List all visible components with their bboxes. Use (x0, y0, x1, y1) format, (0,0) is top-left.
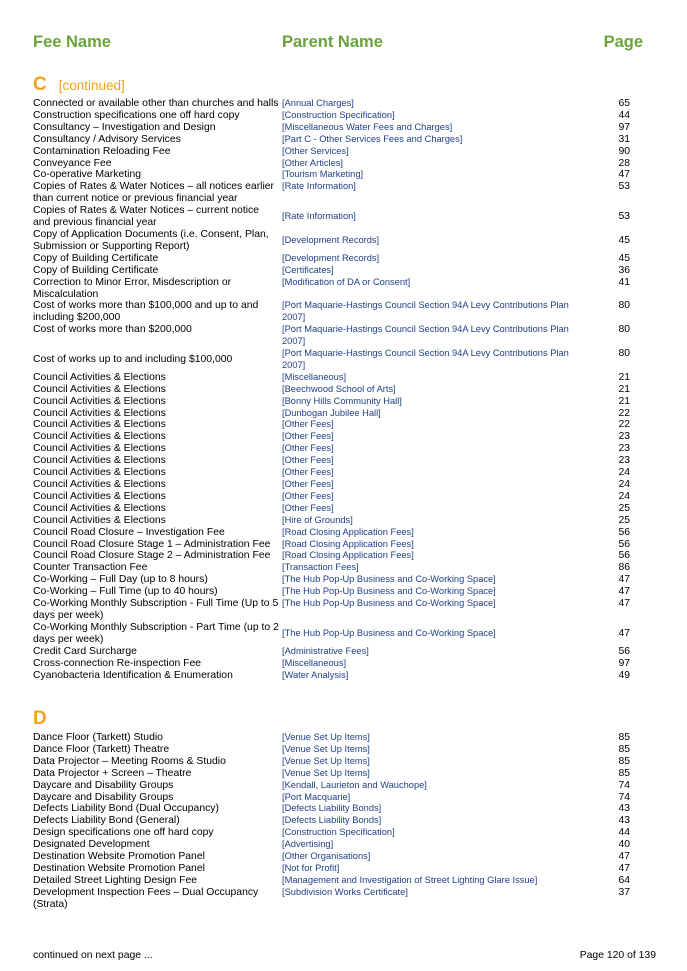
page-ref: 47 (618, 169, 630, 181)
fee-name: Council Activities & Elections (33, 455, 166, 467)
table-row (33, 732, 630, 744)
table-row (33, 455, 630, 467)
parent-name: [Miscellaneous] (282, 657, 347, 668)
fee-name: Council Activities & Elections (33, 443, 166, 455)
parent-name: [Construction Specification] (282, 827, 395, 838)
table-row (33, 792, 630, 804)
parent-name: [Bonny Hills Community Hall] (282, 395, 402, 406)
page-ref: 23 (618, 431, 630, 443)
header-page: Page (603, 33, 643, 51)
parent-name: [Port Maquarie-Hastings Council Section 94A Levy Contributions Plan 2007] (282, 324, 569, 347)
page-ref: 49 (618, 669, 630, 681)
continued-note: continued on next page ... (33, 950, 153, 961)
fee-name: Council Activities & Elections (33, 395, 166, 407)
parent-name: [The Hub Pop-Up Business and Co-Working Space] (282, 574, 496, 585)
table-row (33, 768, 630, 780)
section-heading-c (33, 74, 125, 96)
fee-name: Connected or available other than churches and halls (33, 98, 279, 109)
page-ref: 41 (618, 276, 630, 288)
table-row (33, 803, 630, 815)
table-row (33, 169, 630, 181)
fee-name: Cost of works up to and including $100,000 (33, 354, 233, 366)
table-row (33, 146, 630, 158)
parent-name: [Other Fees] (282, 455, 334, 466)
table-row (33, 110, 630, 122)
fee-name: Copy of Building Certificate (33, 252, 159, 264)
parent-name: [Water Analysis] (282, 669, 349, 680)
page-ref: 31 (618, 133, 630, 145)
table-row (33, 598, 630, 622)
section-continued-note: [continued] (58, 78, 125, 93)
page-ref: 80 (618, 324, 630, 336)
page-ref: 21 (618, 383, 630, 395)
fee-list-d (33, 732, 630, 911)
page-ref: 74 (618, 779, 630, 791)
page-ref: 97 (618, 657, 630, 669)
table-row (33, 372, 630, 384)
page-ref: 21 (618, 371, 630, 383)
parent-name: [Defects Liability Bonds] (282, 815, 382, 826)
parent-name: [Road Closing Application Fees] (282, 550, 414, 561)
table-row (33, 122, 630, 134)
page-ref: 56 (618, 526, 630, 538)
page-ref: 53 (618, 181, 630, 193)
fee-name: Co-Working Monthly Subscription - Full Time (Up to 5 days per week) (33, 598, 279, 621)
table-row (33, 756, 630, 768)
page-ref: 24 (618, 490, 630, 502)
table-row (33, 586, 630, 598)
parent-name: [Kendall, Laurieton and Wauchope] (282, 779, 427, 790)
parent-name: [Other Fees] (282, 490, 334, 501)
table-row (33, 815, 630, 827)
parent-name: [Hire of Grounds] (282, 514, 353, 525)
parent-name: [Road Closing Application Fees] (282, 526, 414, 537)
page-ref: 85 (618, 767, 630, 779)
table-row (33, 827, 630, 839)
page-ref: 25 (618, 514, 630, 526)
page-ref: 40 (618, 839, 630, 851)
table-row (33, 574, 630, 586)
parent-name: [Port Macquarie] (282, 791, 351, 802)
table-row (33, 253, 630, 265)
parent-name: [Other Organisations] (282, 851, 371, 862)
page-ref: 80 (618, 300, 630, 312)
page-ref: 90 (618, 145, 630, 157)
table-row (33, 491, 630, 503)
page-ref: 56 (618, 538, 630, 550)
page-ref: 47 (618, 586, 630, 598)
table-row (33, 396, 630, 408)
fee-name: Council Activities & Elections (33, 479, 166, 490)
table-row (33, 229, 630, 253)
page-number: Page 120 of 139 (579, 950, 656, 961)
fee-name: Data Projector + Screen – Theatre (33, 767, 192, 779)
page-ref: 47 (618, 598, 630, 610)
parent-name: [Advertising] (282, 839, 334, 850)
parent-name: [The Hub Pop-Up Business and Co-Working Space] (282, 598, 496, 609)
fee-name: Cross-connection Re-inspection Fee (33, 657, 202, 669)
page-ref: 80 (618, 348, 630, 360)
fee-name: Copy of Application Documents (i.e. Consent, Plan, Submission or Supporting Report) (33, 228, 269, 252)
fee-name: Copies of Rates & Water Notices – current notice and previous financial year (33, 205, 259, 229)
page-ref: 85 (618, 732, 630, 743)
page-ref: 28 (618, 157, 630, 169)
fee-name: Consultancy – Investigation and Design (33, 121, 216, 133)
fee-name: Conveyance Fee (33, 157, 112, 169)
parent-name: [Other Fees] (282, 419, 334, 430)
page-ref: 85 (618, 755, 630, 767)
fee-name: Council Activities & Elections (33, 502, 166, 514)
parent-name: [Transaction Fees] (282, 562, 359, 573)
parent-name: [The Hub Pop-Up Business and Co-Working Space] (282, 627, 496, 638)
fee-name: Consultancy / Advisory Services (33, 133, 181, 145)
table-row (33, 539, 630, 551)
column-header (33, 33, 643, 55)
page-ref: 47 (618, 627, 630, 639)
parent-name: [Not for Profit] (282, 862, 340, 873)
table-row (33, 181, 630, 205)
page-ref: 43 (618, 803, 630, 815)
parent-name: [Part C - Other Services Fees and Charges] (282, 133, 463, 144)
parent-name: [Venue Set Up Items] (282, 767, 370, 778)
table-row (33, 780, 630, 792)
table-row (33, 419, 630, 431)
parent-name: [Management and Investigation of Street Lighting Glare Issue] (282, 874, 538, 885)
page-ref: 24 (618, 467, 630, 479)
table-row (33, 550, 630, 562)
fee-name: Destination Website Promotion Panel (33, 862, 205, 874)
fee-name: Defects Liability Bond (Dual Occupancy) (33, 803, 219, 815)
page-ref: 44 (618, 827, 630, 839)
table-row (33, 503, 630, 515)
fee-name: Cost of works more than $100,000 and up to and including $200,000 (33, 300, 259, 324)
page-ref: 22 (618, 407, 630, 419)
fee-name: Council Activities & Elections (33, 419, 166, 431)
fee-name: Co-Working Monthly Subscription - Part Time (up to 2 days per week) (33, 621, 279, 645)
parent-name: [Road Closing Application Fees] (282, 538, 414, 549)
table-row (33, 863, 630, 875)
parent-name: [Miscellaneous] (282, 371, 347, 382)
table-row (33, 265, 630, 277)
page-ref: 85 (618, 743, 630, 755)
table-row (33, 158, 630, 170)
page-ref: 64 (618, 874, 630, 886)
parent-name: [Construction Specification] (282, 109, 395, 120)
section-letter: D (33, 708, 47, 729)
table-row (33, 646, 630, 658)
parent-name: [Development Records] (282, 252, 380, 263)
parent-name: [Certificates] (282, 264, 334, 275)
fee-name: Council Road Closure Stage 2 – Administration Fee (33, 550, 271, 562)
parent-name: [Beechwood School of Arts] (282, 383, 396, 394)
table-row (33, 384, 630, 396)
table-row (33, 851, 630, 863)
parent-name: [Other Fees] (282, 502, 334, 513)
page-ref: 56 (618, 645, 630, 657)
parent-name: [Other Fees] (282, 467, 334, 478)
table-row (33, 348, 630, 372)
fee-name: Daycare and Disability Groups (33, 779, 174, 791)
parent-name: [Port Maquarie-Hastings Council Section 94A Levy Contributions Plan 2007] (282, 300, 569, 323)
fee-name: Council Activities & Elections (33, 407, 166, 419)
fee-name: Council Activities & Elections (33, 467, 166, 479)
table-row (33, 839, 630, 851)
parent-name: [Subdivision Works Certificate] (282, 886, 408, 897)
page-ref: 22 (618, 419, 630, 431)
parent-name: [Development Records] (282, 234, 380, 245)
page-ref: 43 (618, 815, 630, 827)
page-ref: 47 (618, 862, 630, 874)
table-row (33, 431, 630, 443)
parent-name: [Other Articles] (282, 157, 343, 168)
fee-name: Credit Card Surcharge (33, 645, 137, 657)
section-heading-d (33, 708, 47, 730)
parent-name: [Miscellaneous Water Fees and Charges] (282, 121, 453, 132)
parent-name: [Modification of DA or Consent] (282, 276, 411, 287)
table-row (33, 658, 630, 670)
fee-name: Co-Working – Full Day (up to 8 hours) (33, 574, 208, 586)
parent-name: [Venue Set Up Items] (282, 732, 370, 742)
parent-name: [Port Maquarie-Hastings Council Section 94A Levy Contributions Plan 2007] (282, 348, 569, 370)
table-row (33, 622, 630, 646)
fee-name: Council Road Closure – Investigation Fee (33, 526, 225, 538)
parent-name: [Rate Information] (282, 181, 356, 192)
parent-name: [Annual Charges] (282, 98, 354, 108)
page-ref: 36 (618, 264, 630, 276)
parent-name: [The Hub Pop-Up Business and Co-Working Space] (282, 586, 496, 597)
table-row (33, 527, 630, 539)
header-parent-name: Parent Name (282, 33, 383, 51)
fee-list-c (33, 98, 630, 681)
fee-name: Construction specifications one off hard copy (33, 109, 240, 121)
fee-name: Designated Development (33, 839, 150, 851)
page-ref: 37 (618, 886, 630, 898)
fee-name: Development Inspection Fees – Dual Occupancy (Strata) (33, 886, 259, 910)
page-ref: 47 (618, 574, 630, 586)
fee-name: Design specifications one off hard copy (33, 827, 214, 839)
page-ref: 25 (618, 502, 630, 514)
parent-name: [Other Fees] (282, 479, 334, 489)
fee-name: Council Activities & Elections (33, 383, 166, 395)
table-row (33, 324, 630, 348)
fee-name: Defects Liability Bond (General) (33, 815, 180, 827)
parent-name: [Other Fees] (282, 431, 334, 442)
fee-name: Destination Website Promotion Panel (33, 851, 205, 863)
page-ref: 21 (618, 395, 630, 407)
table-row (33, 467, 630, 479)
page-ref: 24 (618, 479, 630, 490)
fee-name: Council Activities & Elections (33, 490, 166, 502)
table-row (33, 443, 630, 455)
section-letter: C (33, 74, 47, 95)
fee-name: Counter Transaction Fee (33, 562, 148, 574)
fee-name: Correction to Minor Error, Misdescription or Miscalculation (33, 276, 232, 300)
table-row (33, 875, 630, 887)
fee-name: Co-Working – Full Time (up to 40 hours) (33, 586, 218, 598)
page-ref: 45 (618, 234, 630, 246)
page-ref: 53 (618, 211, 630, 223)
page-ref: 23 (618, 455, 630, 467)
page-ref: 47 (618, 851, 630, 863)
table-row (33, 887, 630, 911)
fee-name: Dance Floor (Tarkett) Studio (33, 732, 163, 743)
page-ref: 74 (618, 791, 630, 803)
fee-name: Council Activities & Elections (33, 371, 166, 383)
table-row (33, 134, 630, 146)
table-row (33, 408, 630, 420)
parent-name: [Defects Liability Bonds] (282, 803, 382, 814)
page-ref: 86 (618, 562, 630, 574)
table-row (33, 205, 630, 229)
parent-name: [Other Fees] (282, 443, 334, 454)
fee-name: Cost of works more than $200,000 (33, 324, 192, 336)
page-ref: 23 (618, 443, 630, 455)
parent-name: [Venue Set Up Items] (282, 755, 370, 766)
fee-name: Contamination Reloading Fee (33, 145, 171, 157)
page-ref: 45 (618, 252, 630, 264)
parent-name: [Administrative Fees] (282, 645, 369, 656)
page-ref: 44 (618, 109, 630, 121)
fee-name: Data Projector – Meeting Rooms & Studio (33, 755, 226, 767)
fee-name: Copies of Rates & Water Notices – all notices earlier than current notice or previous financial year (33, 181, 275, 205)
table-row (33, 479, 630, 491)
fee-name: Council Road Closure Stage 1 – Administration Fee (33, 538, 271, 550)
table-row (33, 670, 630, 682)
fee-name: Co-operative Marketing (33, 169, 141, 181)
parent-name: [Rate Information] (282, 211, 356, 222)
fee-name: Copy of Building Certificate (33, 264, 159, 276)
parent-name: [Tourism Marketing] (282, 169, 364, 180)
header-fee-name: Fee Name (33, 33, 111, 51)
fee-name: Council Activities & Elections (33, 514, 166, 526)
table-row (33, 515, 630, 527)
table-row (33, 98, 630, 110)
fee-name: Daycare and Disability Groups (33, 791, 174, 803)
fee-name: Detailed Street Lighting Design Fee (33, 874, 198, 886)
page-ref: 97 (618, 121, 630, 133)
table-row (33, 562, 630, 574)
table-row (33, 300, 630, 324)
page-ref: 65 (618, 98, 630, 109)
parent-name: [Venue Set Up Items] (282, 743, 370, 754)
table-row (33, 277, 630, 301)
parent-name: [Dunbogan Jubilee Hall] (282, 407, 381, 418)
fee-name: Cyanobacteria Identification & Enumeration (33, 669, 233, 681)
page-ref: 56 (618, 550, 630, 562)
fee-name: Dance Floor (Tarkett) Theatre (33, 743, 170, 755)
table-row (33, 744, 630, 756)
fee-name: Council Activities & Elections (33, 431, 166, 443)
parent-name: [Other Services] (282, 145, 349, 156)
